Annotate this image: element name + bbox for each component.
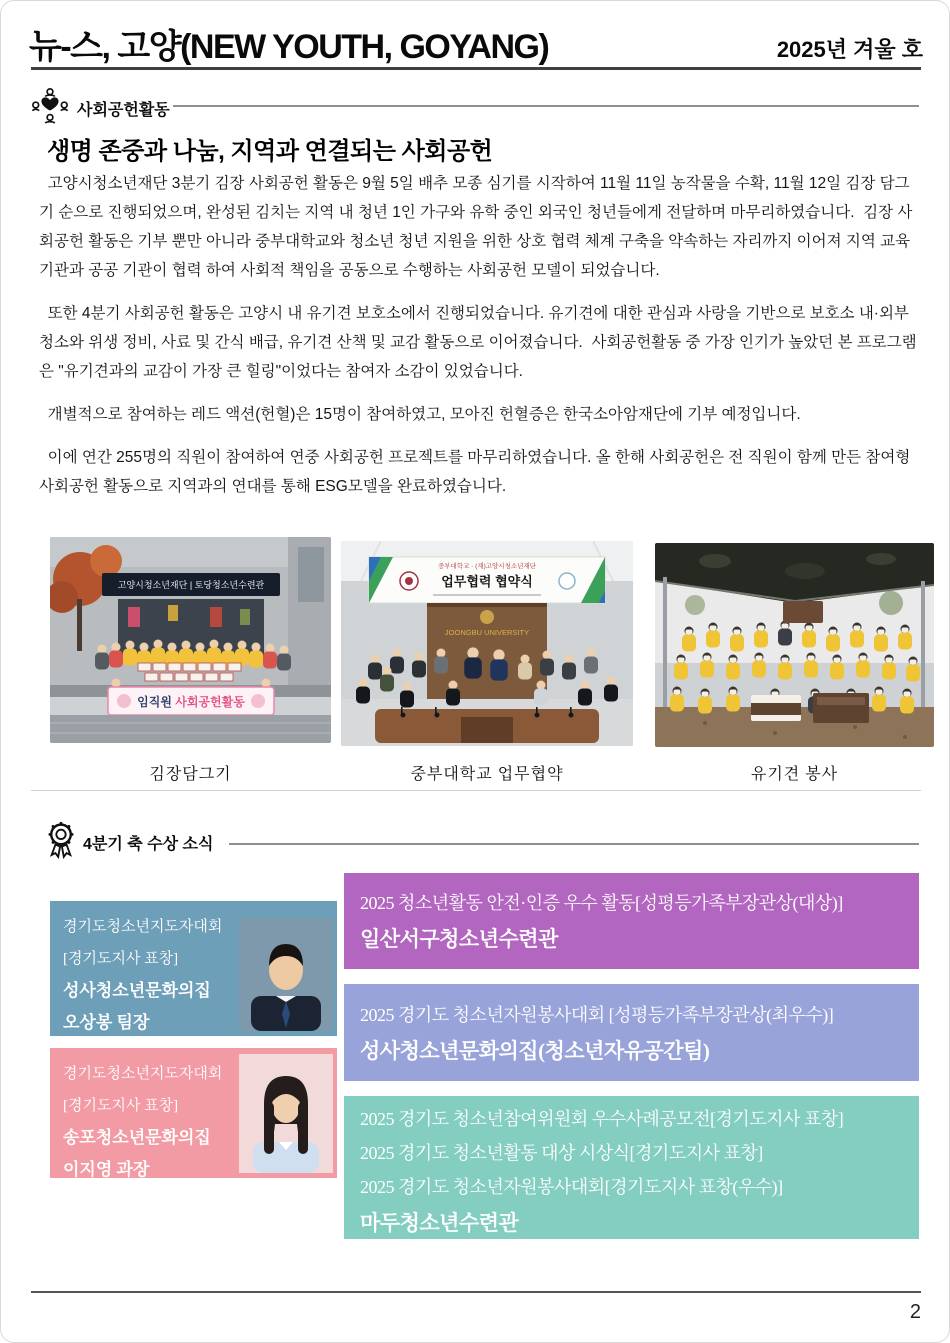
award-card-madu (344, 1096, 919, 1239)
paragraph-kimjang: 고양시청소년재단 3분기 김장 사회공헌 활동은 9월 5일 배추 모종 심기를 시작하여 11월 11일 농작물을 수확, 11월 12일 김장 담그기 순으로 진행되었으며, 완성된 김치는 지역 내 청년 1인 가구와 유학 중인 외국인 청년들에게 전달하며 마무리하였습니다. 김장 사회공헌 활동은 기부 뿐만 아니라 중부대학교와 청소년 청년 지원을 위한 상호 협력 체계 구축을 약속하는 자리까지 이어져 지역 교육 기관과 공공 기관이 협력 하여 사회적 책임을 공동으로 수행하는 사회공헌 모델이 되었습니다. (39, 175, 915, 279)
award-card-seongsa (344, 984, 919, 1081)
wall-text: JOONGBU UNIVERSITY (444, 628, 530, 637)
footer-rule (31, 1291, 921, 1293)
award-person: 오상봉 팀장 (63, 1013, 150, 1032)
award-card-ilsanseogu (344, 873, 919, 969)
paragraph-summary: 이에 연간 255명의 직원이 참여하여 연중 사회공헌 프로젝트를 마무리하였습니다. 올 한해 사회공헌은 전 직원이 함께 만든 참여형 사회공헌 활동으로 지역과의 연대를 통해 ESG모델을 완료하였습니다. (39, 449, 915, 495)
award-winner: 마두청소년수련관 (360, 1211, 519, 1235)
community-heart-icon (31, 87, 69, 130)
award-event: 경기도청소년지도자대회 (63, 919, 223, 935)
section-awards-header (47, 821, 213, 864)
caption-shelter: 유기견 봉사 (750, 766, 839, 783)
section-csr-rule (173, 105, 919, 107)
page-number: 2 (909, 1301, 921, 1323)
award-line: 2025 청소년활동 안전·인증 우수 활동[성평등가족부장관상(대상)] (360, 893, 843, 913)
header-rule (31, 67, 921, 70)
photo-mou (341, 541, 633, 746)
award-citation: [경기도지사 표창] (63, 1098, 179, 1114)
caption-mou: 중부대학교 업무협약 (410, 766, 564, 783)
award-profile-card-osangbong (50, 901, 337, 1036)
award-event: 경기도청소년지도자대회 (63, 1066, 223, 1082)
section-awards-rule (229, 843, 919, 845)
award-citation: [경기도지사 표창] (63, 951, 179, 967)
mou-banner-title: 업무협력 협약식 (441, 574, 533, 589)
article-body (39, 169, 923, 515)
photo-kimjang (50, 537, 331, 743)
section-awards-label: 4분기 축 수상 소식 (83, 836, 214, 853)
paragraph-shelter: 또한 4분기 사회공헌 활동은 고양시 내 유기견 보호소에서 진행되었습니다. 유기견에 대한 관심과 사랑을 기반으로 보호소 내·외부 청소와 위생 정비, 사료 및 간식 배급, 유기견 산책 및 교감 활동으로 이어졌습니다. 사회공헌활동 중 가장 인기가 높았던 본 프로그램은 "유기견과의 교감이 가장 큰 힐링"이었다는 참여자 소감이 있었습니다. (39, 305, 917, 380)
paragraph-blood-donation: 개별적으로 참여하는 레드 액션(헌혈)은 15명이 참여하였고, 모아진 헌혈증은 한국소아암재단에 기부 예정입니다. (39, 406, 801, 423)
award-profile-card-leejiyoung (50, 1048, 337, 1178)
issue-label: 2025년 겨울 호 (776, 37, 923, 62)
section-divider-rule (31, 790, 921, 791)
award-winner: 일산서구청소년수련관 (360, 927, 558, 951)
award-line: 2025 경기도 청소년활동 대상 시상식[경기도지사 표창] (360, 1143, 763, 1163)
award-line: 2025 경기도 청소년자원봉사대회 [성평등가족부장관상(최우수)] (360, 1005, 834, 1025)
award-org: 성사청소년문화의집 (63, 981, 211, 1000)
award-person: 이지영 과장 (63, 1160, 150, 1179)
award-winner: 성사청소년문화의집(청소년자유공간팀) (360, 1039, 710, 1063)
mou-banner-org: 중부대학교 · (재)고양시청소년재단 (437, 563, 537, 570)
article-headline: 생명 존중과 나눔, 지역과 연결되는 사회공헌 (47, 138, 493, 165)
award-org: 송포청소년문화의집 (63, 1128, 211, 1147)
section-csr-label: 사회공헌활동 (77, 102, 170, 119)
portrait-woman (239, 1054, 333, 1178)
award-ribbon-icon (47, 821, 75, 864)
award-line: 2025 경기도 청소년참여위원회 우수사례공모전[경기도지사 표창] (360, 1109, 844, 1129)
newsletter-title: 뉴-스, 고양(NEW YOUTH, GOYANG) (29, 28, 549, 66)
portrait-man (239, 918, 333, 1036)
award-line: 2025 경기도 청소년자원봉사대회[경기도지사 표창(우수)] (360, 1177, 783, 1197)
banner-text: 임직원 사회공헌활동 (137, 695, 245, 709)
photo-shelter (655, 543, 934, 747)
building-sign-text: 고양시청소년재단 | 토당청소년수련관 (117, 580, 265, 590)
section-csr-header (31, 87, 170, 130)
caption-kimjang: 김장담그기 (149, 766, 232, 783)
